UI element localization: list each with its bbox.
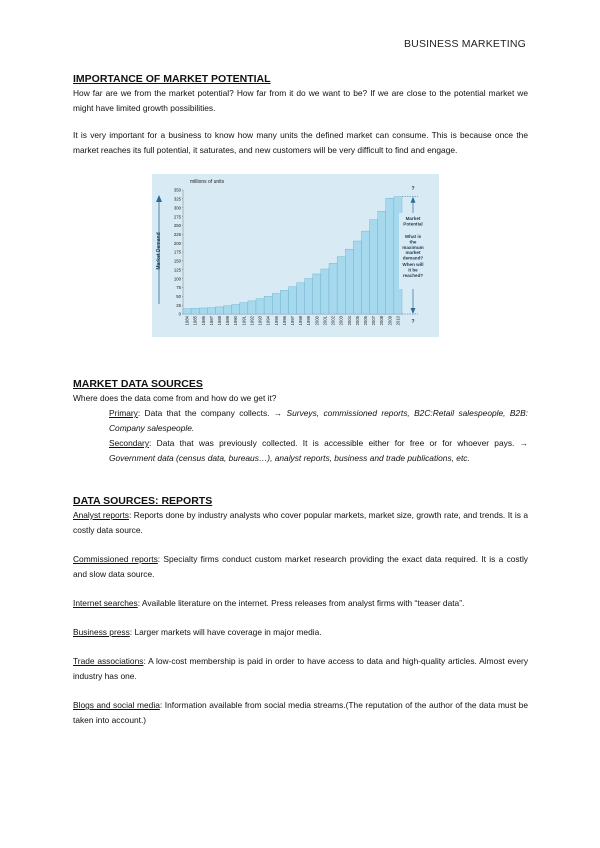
report-source-item <box>73 654 528 684</box>
x-tick-label: 2001 <box>322 316 328 326</box>
report-source-term: Commissioned reports <box>73 554 158 564</box>
section-heading-market-data-sources: MARKET DATA SOURCES <box>73 378 203 390</box>
x-tick-label: 2004 <box>346 316 352 326</box>
report-source-desc: : Available literature on the internet. Press releases from analyst firms with “teaser data”. <box>137 598 465 608</box>
paragraph-market-potential-questions: How far are we from the market potential? How far from it do we want to be? If we are close to the potential market we might have limited growth possibilities. <box>73 88 528 113</box>
chart-bar <box>370 220 378 314</box>
x-tick-label: 1992 <box>249 316 255 326</box>
x-tick-label: 1997 <box>290 316 295 326</box>
chart-bar <box>329 263 337 314</box>
report-source-term: Trade associations <box>73 656 144 666</box>
y-axis-label: Market Demand <box>156 232 162 270</box>
x-tick-label: 2007 <box>371 316 377 326</box>
report-source-item <box>73 508 528 538</box>
report-sources-list <box>73 508 528 728</box>
chart-bar <box>264 296 272 314</box>
y-tick-label: 250 <box>173 223 181 229</box>
primary-examples: Surveys, commissioned reports, B2C:Retail salespeople, B2B: Company salespeople. <box>109 408 528 433</box>
chart-bar <box>288 287 296 314</box>
y-tick-label: 350 <box>173 187 181 193</box>
chart-bar <box>305 279 313 314</box>
secondary-source-item <box>73 436 528 466</box>
y-tick-label: 175 <box>173 249 181 255</box>
x-tick-label: 2006 <box>363 316 368 326</box>
report-source-term: Business press <box>73 627 130 637</box>
chart-bar <box>191 308 199 314</box>
report-source-desc: : Reports done by industry analysts who cover popular markets, market size, growth rate, and trends. It is a costly data source. <box>73 510 528 535</box>
chart-bar <box>297 283 305 314</box>
report-source-item <box>73 625 528 640</box>
x-tick-label: 1998 <box>298 316 304 326</box>
chart-bar <box>248 301 256 314</box>
secondary-examples: Government data (census data, bureaus…), analyst reports, business and trade publications, etc. <box>109 453 470 463</box>
x-tick-label: 1996 <box>281 316 287 326</box>
report-source-desc: : A low-cost membership is paid in order to have access to data and high-quality articles. Almost every industry has one. <box>73 656 529 681</box>
x-tick-label: 1987 <box>208 316 214 326</box>
section-heading-market-potential: IMPORTANCE OF MARKET POTENTIAL <box>73 73 271 85</box>
y-tick-label: 325 <box>173 196 181 202</box>
x-tick-label: 2000 <box>314 316 320 326</box>
report-source-desc: : Larger markets will have coverage in major media. <box>129 627 322 637</box>
x-tick-label: 1988 <box>217 316 222 326</box>
y-tick-label: 100 <box>173 276 181 282</box>
x-tick-label: 1986 <box>200 316 206 326</box>
chart-bar <box>232 304 240 314</box>
x-tick-label: 2002 <box>330 316 336 326</box>
y-tick-label: 75 <box>176 285 181 291</box>
chart-title: millions of units <box>190 179 225 185</box>
chart-bar <box>215 307 223 314</box>
primary-desc: : Data that the company collects. → <box>137 408 287 418</box>
x-tick-label: 2008 <box>379 316 385 326</box>
chart-bar <box>240 303 248 314</box>
report-source-item <box>73 552 528 582</box>
y-tick-label: 0 <box>178 311 181 317</box>
secondary-term: Secondary <box>109 438 150 448</box>
y-tick-label: 200 <box>173 240 181 246</box>
chart-bar <box>280 290 288 314</box>
y-tick-label: 150 <box>173 258 181 264</box>
x-tick-label: 2010 <box>395 316 401 326</box>
y-tick-label: 300 <box>173 205 181 211</box>
chart-bar <box>386 198 394 314</box>
chart-bar <box>224 306 232 314</box>
x-tick-label: 2003 <box>338 316 344 326</box>
annotation-top-question: ? <box>411 186 415 192</box>
paragraph-market-saturation: It is very important for a business to know how many units the defined market can consume. This is because once the market reaches its full potential, it saturates, and new customers will be very difficult to find and engage. <box>73 130 528 155</box>
annotation-market-potential: Market Potential <box>403 216 423 227</box>
annotation-max-demand-question: What is the maximum market demand? <box>402 234 424 261</box>
report-source-desc: : Specialty firms conduct custom market research providing the exact data required. It is a costly and slow data source. <box>73 554 528 579</box>
paragraph-data-sources-intro: Where does the data come from and how do we get it? <box>73 393 277 403</box>
y-tick-label: 275 <box>173 214 181 220</box>
market-demand-chart <box>152 174 439 337</box>
x-tick-label: 1991 <box>241 316 247 326</box>
page-header-title: BUSINESS MARKETING <box>403 38 526 50</box>
x-tick-label: 1984 <box>184 316 190 326</box>
chart-bar <box>256 299 264 314</box>
y-tick-label: 25 <box>176 302 181 308</box>
chart-bar <box>345 249 353 314</box>
x-tick-label: 1989 <box>225 316 231 326</box>
chart-bar <box>353 241 361 314</box>
y-tick-label: 50 <box>176 293 181 299</box>
report-source-term: Internet searches <box>73 598 138 608</box>
potential-arrow-down-head <box>411 308 416 314</box>
y-axis-arrow-head <box>156 195 162 202</box>
chart-bar <box>321 269 329 314</box>
report-source-item <box>73 596 528 611</box>
y-tick-label: 225 <box>173 231 181 237</box>
chart-bar <box>199 308 207 314</box>
primary-source-item <box>73 406 528 436</box>
report-source-item <box>73 698 528 728</box>
secondary-desc: : Data that was previously collected. It is accessible either for free or for whoever pays. → <box>149 438 528 448</box>
chart-bar <box>183 309 191 314</box>
chart-bar <box>207 308 215 314</box>
x-tick-label: 2005 <box>354 316 360 326</box>
chart-bar <box>378 211 386 314</box>
document-body <box>73 73 528 728</box>
x-tick-label: 1994 <box>265 316 271 326</box>
annotation-when-reached-question: When will it be reached? <box>402 262 424 278</box>
x-tick-label: 1995 <box>273 316 279 326</box>
x-tick-label: 1990 <box>233 316 239 326</box>
chart-bar <box>272 293 280 314</box>
y-tick-label: 125 <box>173 267 181 273</box>
x-tick-label: 1993 <box>257 316 263 326</box>
report-source-term: Blogs and social media <box>73 700 160 710</box>
chart-bar <box>313 274 321 314</box>
annotation-bottom-question: ? <box>411 319 415 325</box>
chart-bar <box>361 231 369 314</box>
x-tick-label: 2009 <box>387 316 393 326</box>
x-tick-label: 1985 <box>192 316 198 326</box>
chart-bar <box>337 257 345 314</box>
section-heading-data-sources-reports: DATA SOURCES: REPORTS <box>73 495 213 507</box>
report-source-term: Analyst reports <box>73 510 129 520</box>
x-tick-label: 1999 <box>306 316 312 326</box>
market-demand-chart-svg <box>152 174 439 337</box>
report-source-desc: : Information available from social media streams.(The reputation of the author of the data must be taken into account.) <box>73 700 528 725</box>
potential-arrow-up-head <box>411 197 416 203</box>
primary-term: Primary <box>109 408 138 418</box>
